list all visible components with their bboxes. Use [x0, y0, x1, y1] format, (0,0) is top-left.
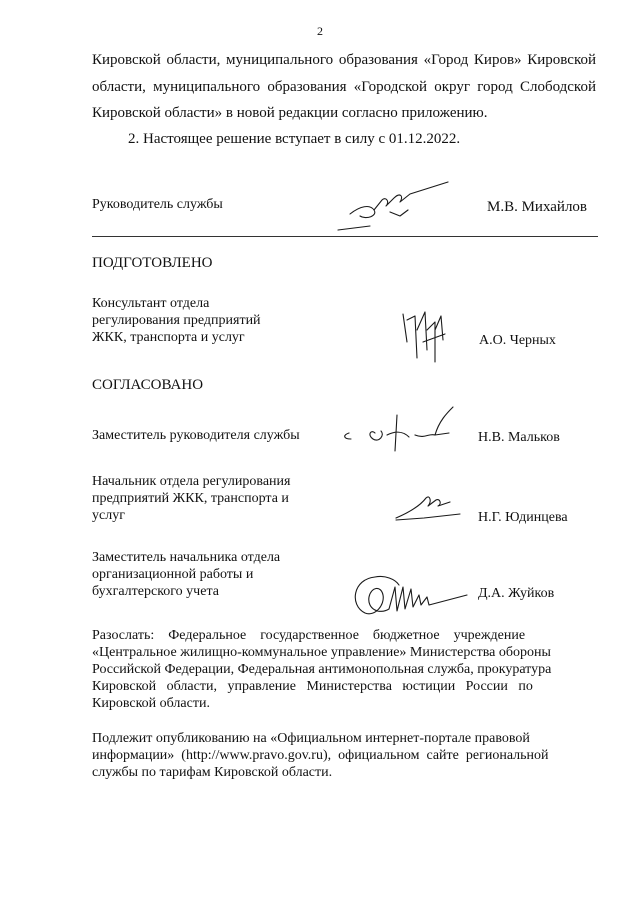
prepared-position-line: ЖКК, транспорта и услуг — [92, 330, 245, 345]
divider-line — [92, 236, 598, 237]
agreed-person-2-position — [92, 473, 290, 524]
publication-line: службы по тарифам Кировской области. — [92, 765, 333, 780]
distribution-line: «Центральное жилищно-коммунальное управление» Министерства обороны — [92, 645, 551, 660]
agreed-person-2-position-line: Начальник отдела регулирования — [92, 474, 291, 489]
prepared-position — [92, 295, 261, 346]
agreed-person-1-signature — [335, 395, 475, 465]
intro-line: области, муниципального образования «Городской округ город Слободской — [92, 78, 596, 95]
agreed-person-2-position-line: услуг — [92, 508, 125, 523]
distribution-paragraph — [92, 627, 597, 712]
agreed-person-3-signature — [345, 565, 475, 625]
item-2-paragraph: 2. Настоящее решение вступает в силу с 01.12.2022. — [128, 131, 461, 147]
distribution-line: Кировской области, управление Министерства юстиции России по — [92, 679, 533, 694]
agreed-heading: СОГЛАСОВАНО — [92, 377, 204, 393]
distribution-line: Российской Федерации, Федеральная антимонопольная служба, прокуратура — [92, 662, 552, 677]
prepared-heading: ПОДГОТОВЛЕНО — [92, 255, 213, 271]
agreed-person-3-position-line: бухгалтерского учета — [92, 584, 219, 599]
head-name: М.В. Михайлов — [487, 199, 588, 215]
prepared-position-line: Консультант отдела — [92, 296, 210, 311]
agreed-person-2-position-line: предприятий ЖКК, транспорта и — [92, 491, 289, 506]
agreed-person-3-position-line: Заместитель начальника отдела — [92, 550, 281, 565]
intro-line: Кировской области, муниципального образования «Город Киров» Кировской — [92, 52, 596, 68]
agreed-person-3-position-line: организационной работы и — [92, 567, 254, 582]
intro-line: Кировской области» в новой редакции согласно приложению. — [92, 105, 488, 121]
prepared-name: А.О. Черных — [479, 333, 556, 348]
intro-paragraph — [92, 47, 596, 127]
prepared-position-line: регулирования предприятий — [92, 313, 261, 328]
agreed-person-2-signature — [390, 488, 470, 528]
prepared-signature — [395, 300, 465, 370]
agreed-person-3-position — [92, 549, 280, 600]
agreed-person-1-name: Н.В. Мальков — [478, 430, 560, 445]
agreed-person-2-name: Н.Г. Юдинцева — [478, 510, 568, 525]
publication-line: информации» (http://www.pravo.gov.ru), официальном сайте региональной — [92, 748, 549, 763]
publication-line: Подлежит опубликованию на «Официальном интернет-портале правовой — [92, 731, 530, 746]
agreed-person-3-name: Д.А. Жуйков — [478, 586, 555, 601]
distribution-line: Разослать: Федеральное государственное бюджетное учреждение — [92, 628, 526, 643]
publication-paragraph — [92, 730, 597, 781]
page-number: 2 — [317, 24, 323, 38]
head-signature — [330, 176, 460, 236]
agreed-person-1-position: Заместитель руководителя службы — [92, 428, 300, 443]
head-position: Руководитель службы — [92, 197, 223, 212]
distribution-line: Кировской области. — [92, 696, 210, 711]
